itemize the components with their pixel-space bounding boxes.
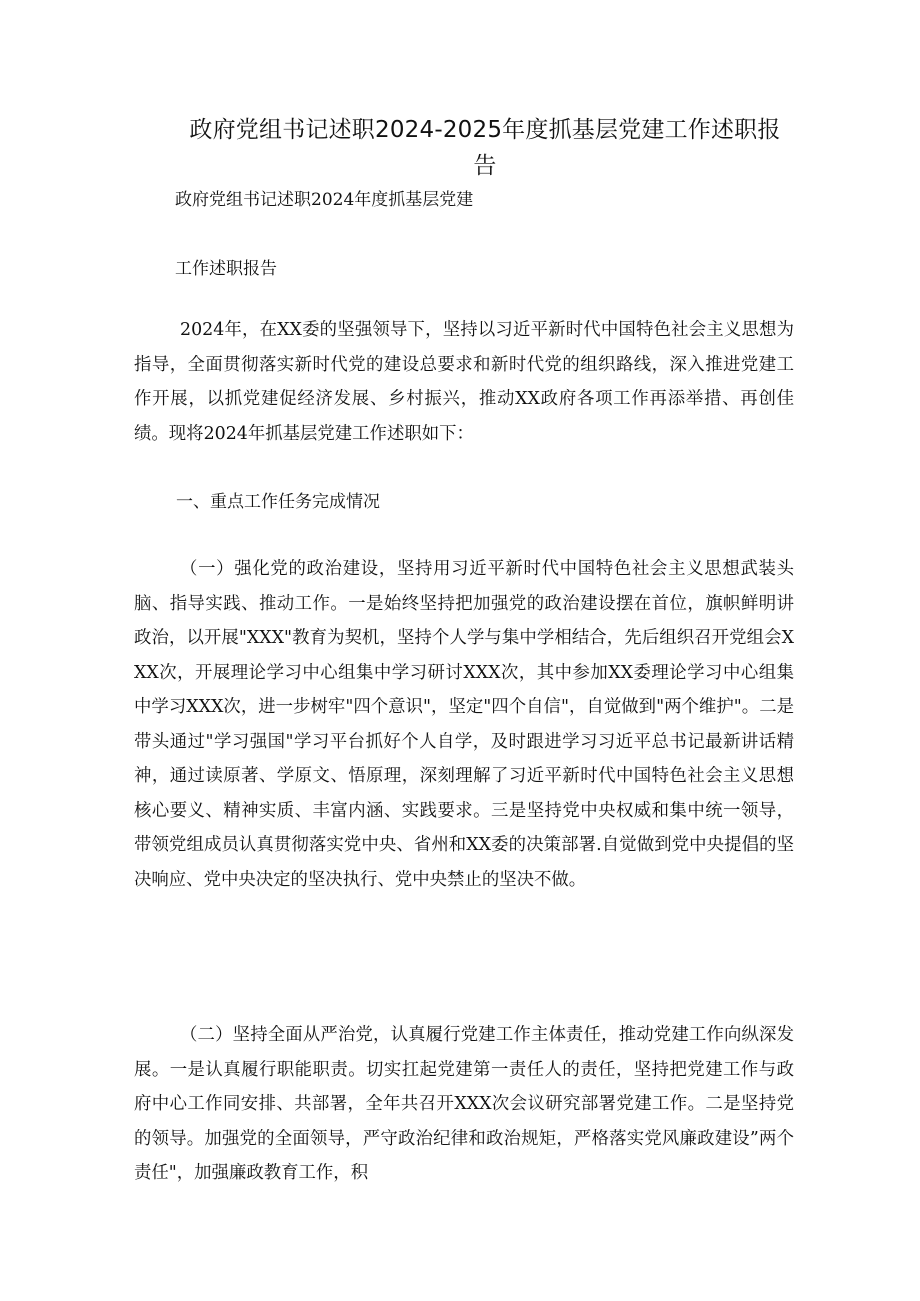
paragraph-1: （一）强化党的政治建设，坚持用习近平新时代中国特色社会主义思想武装头脑、指导实践、推动工作。一是始终坚持把加强党的政治建设摆在首位，旗帜鲜明讲政治，以开展"XXX"教育为契机，坚持个人学与集中学相结合，先后组织召开党组会XXX次，开展理论学习中心组集中学习研讨XXX次，其中参加XX委理论学习中心组集中学习XXX次，进一步树牢"四个意识"，坚定"四个自信"，自觉做到"两个维护"。二是带头通过"学习强国"学习平台抓好个人自学，及时跟进学习习近平总书记最新讲话精神，通过读原著、学原文、悟原理，深刻理解了习近平新时代中国特色社会主义思想核心要义、精神实质、丰富内涵、实践要求。三是坚持党中央权威和集中统一领导，带领党组成员认真贯彻落实党中央、省州和XX委的决策部署.自觉做到党中央提倡的坚决响应、党中央决定的坚决执行、党中央禁止的坚决不做。	[134, 559, 794, 890]
paragraph-2: （二）坚持全面从严治党，认真履行党建工作主体责任，推动党建工作向纵深发展。一是认真履行职能职责。切实扛起党建第一责任人的责任，坚持把党建工作与政府中心工作同安排、共部署，全年共召开XXX次会议研究部署党建工作。二是坚持党的领导。加强党的全面领导，严守政治纪律和政治规矩，严格落实党风廉政建设”两个责任"，加强廉政教育工作，积	[134, 1025, 794, 1183]
subtitle-line-2: 工作述职报告	[175, 259, 277, 279]
section-heading-1: 一、重点工作任务完成情况	[176, 492, 380, 512]
subtitle-line-1: 政府党组书记述职2024年度抓基层党建	[175, 190, 474, 210]
document-title: 政府党组书记述职2024-2025年度抓基层党建工作述职报告	[189, 117, 781, 179]
intro-paragraph: 2024年，在XX委的坚强领导下，坚持以习近平新时代中国特色社会主义思想为指导，全面贯彻落实新时代党的建设总要求和新时代党的组织路线，深入推进党建工作开展，以抓党建促经济发展、乡村振兴，推动XX政府各项工作再添举措、再创佳绩。现将2024年抓基层党建工作述职如下：	[134, 320, 794, 444]
